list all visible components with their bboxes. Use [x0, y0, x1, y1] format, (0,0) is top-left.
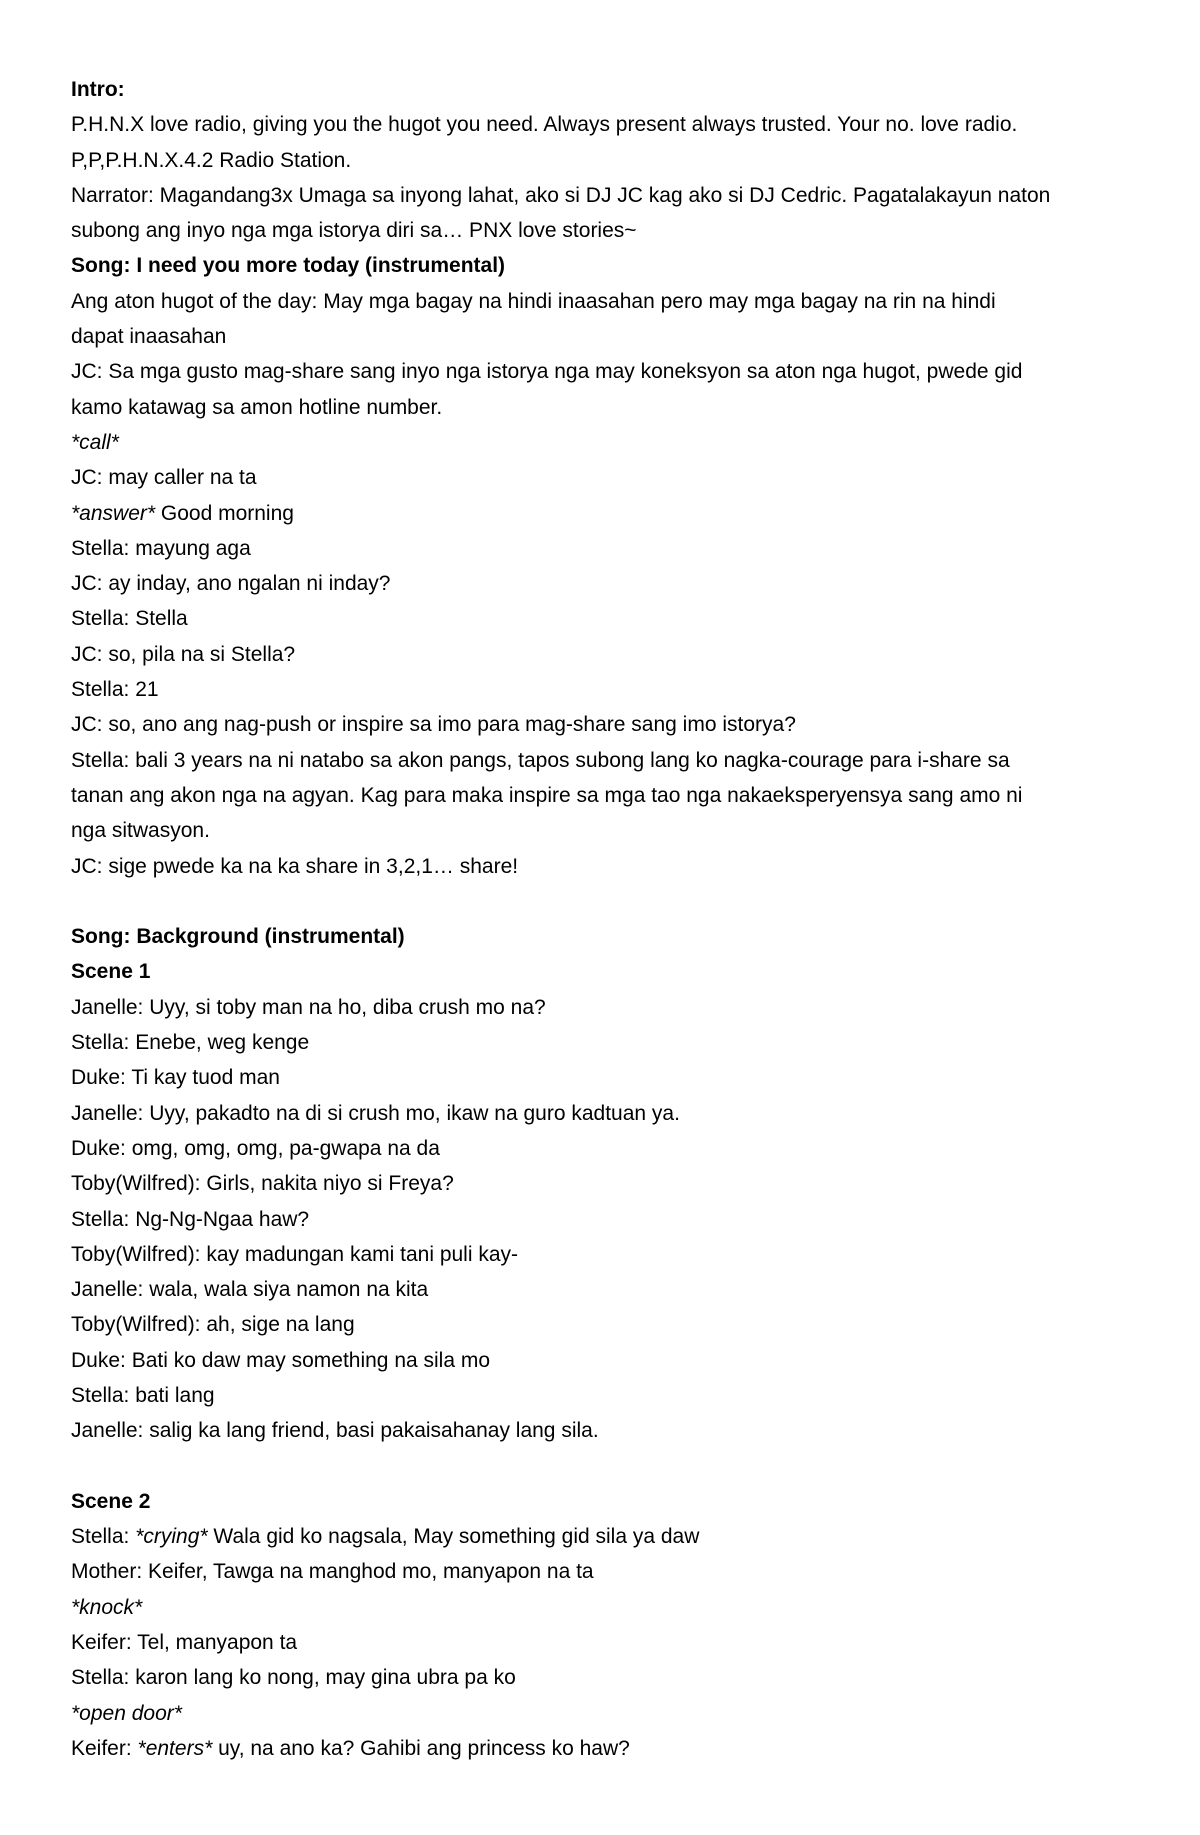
blank-line [71, 1449, 1131, 1484]
scene-heading: Scene 2 [71, 1489, 151, 1513]
text-line: nga sitwasyon. [71, 819, 210, 843]
dialogue-text: Wala gid ko nagsala, May something gid sila ya daw [207, 1525, 700, 1549]
intro-heading: Intro: [71, 78, 125, 101]
text-line: Janelle: Uyy, pakadto na di si crush mo, ikaw na guro kadtuan ya. [71, 1101, 680, 1125]
text-line: JC: so, ano ang nag-push or inspire sa imo para mag-share sang imo istorya? [71, 713, 796, 737]
text-line: Toby(Wilfred): ah, sige na lang [71, 1313, 355, 1337]
text-line: Stella: karon lang ko nong, may gina ubra pa ko [71, 1666, 516, 1690]
text-line: Duke: Bati ko daw may something na sila mo [71, 1348, 491, 1372]
speaker-label: Stella: [71, 1525, 136, 1549]
stage-direction: *knock* [71, 1595, 143, 1619]
text-line: Keifer: Tel, manyapon ta [71, 1631, 298, 1655]
text-line: Ang aton hugot of the day: May mga bagay na hindi inaasahan pero may mga bagay na rin na hindi [71, 289, 996, 313]
text-line: kamo katawag sa amon hotline number. [71, 395, 443, 419]
text-line: P.H.N.X love radio, giving you the hugot you need. Always present always trusted. Your no. love radio. [71, 113, 1018, 137]
text-line: Janelle: salig ka lang friend, basi pakaisahanay lang sila. [71, 1419, 599, 1443]
stage-direction: *call* [71, 430, 119, 454]
text-line: Janelle: wala, wala siya namon na kita [71, 1278, 429, 1302]
text-line: Stella: Enebe, weg kenge [71, 1031, 310, 1055]
speaker-label: Keifer: [71, 1736, 138, 1760]
dialogue-text: uy, na ano ka? Gahibi ang princess ko haw? [212, 1736, 630, 1760]
text-line: Stella: bati lang [71, 1383, 215, 1407]
text-line: Mother: Keifer, Tawga na manghod mo, manyapon na ta [71, 1560, 594, 1584]
song-heading: Song: Background (instrumental) [71, 925, 405, 949]
text-line: JC: sige pwede ka na ka share in 3,2,1… share! [71, 854, 519, 878]
scene-heading: Scene 1 [71, 960, 151, 984]
text-line: Toby(Wilfred): kay madungan kami tani puli kay- [71, 1242, 519, 1266]
text-line [71, 1519, 1131, 1554]
stage-direction: *enters* [137, 1736, 213, 1760]
text-line: JC: so, pila na si Stella? [71, 642, 296, 666]
text-line: Stella: Ng-Ng-Ngaa haw? [71, 1207, 310, 1231]
text-line: Stella: bali 3 years na ni natabo sa akon pangs, tapos subong lang ko nagka-courage para i-share sa [71, 748, 1010, 772]
song-heading: Song: I need you more today (instrumental) [71, 254, 506, 278]
text-line: Duke: omg, omg, omg, pa-gwapa na da [71, 1136, 440, 1160]
text-line: Stella: mayung aga [71, 536, 251, 560]
text-line: dapat inaasahan [71, 325, 227, 349]
blank-line [71, 884, 1131, 919]
text-line: P,P,P.H.N.X.4.2 Radio Station. [71, 148, 352, 172]
text-line: subong ang inyo nga mga istorya diri sa… PNX love stories~ [71, 219, 637, 243]
text-line: JC: ay inday, ano ngalan ni inday? [71, 572, 391, 596]
text-line: JC: may caller na ta [71, 466, 257, 490]
text-line: Stella: 21 [71, 678, 159, 702]
text-line: Stella: Stella [71, 607, 188, 631]
stage-direction: *open door* [71, 1701, 182, 1725]
dialogue-text: Good morning [155, 501, 294, 525]
stage-direction: *answer* [71, 501, 156, 525]
text-line: Janelle: Uyy, si toby man na ho, diba crush mo na? [71, 995, 546, 1019]
stage-direction: *crying* [135, 1525, 208, 1549]
script-body [71, 72, 1131, 1766]
text-line: Toby(Wilfred): Girls, nakita niyo si Freya? [71, 1172, 454, 1196]
text-line [71, 496, 1131, 531]
text-line [71, 1731, 1131, 1766]
text-line: Duke: Ti kay tuod man [71, 1066, 280, 1090]
text-line: Narrator: Magandang3x Umaga sa inyong lahat, ako si DJ JC kag ako si DJ Cedric. Pagatalakayun naton [71, 183, 1051, 207]
text-line: tanan ang akon nga na agyan. Kag para maka inspire sa mga tao nga nakaeksperyensya sang amo ni [71, 783, 1023, 807]
text-line: JC: Sa mga gusto mag-share sang inyo nga istorya nga may koneksyon sa aton nga hugot, pwede gid [71, 360, 1023, 384]
